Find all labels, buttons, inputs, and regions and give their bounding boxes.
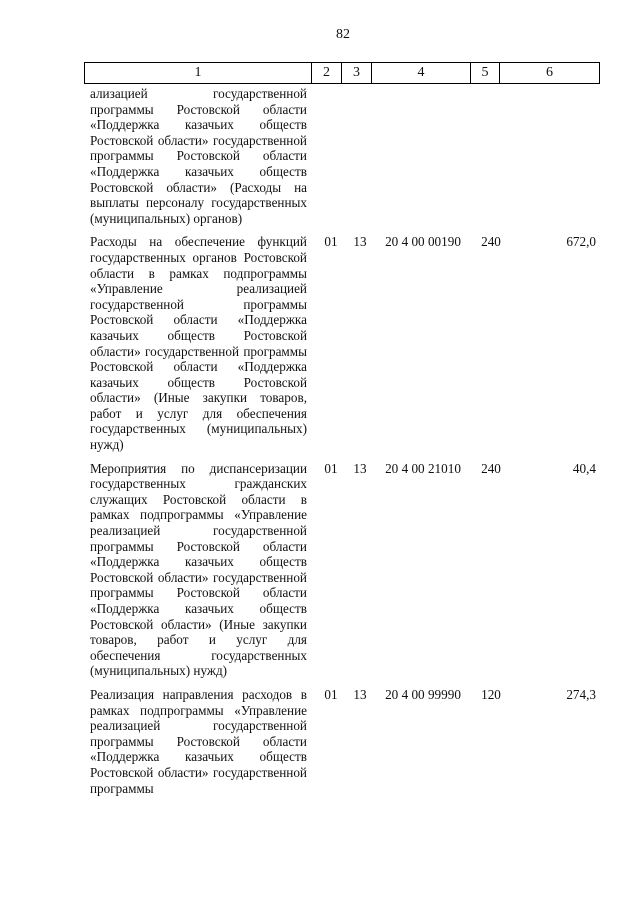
row-target-article: 20 4 00 21010 xyxy=(385,460,461,476)
row-subsection-code: 13 xyxy=(353,460,367,476)
column-header-5: 5 xyxy=(471,63,500,83)
row-amount: 40,4 xyxy=(572,460,596,476)
column-header-row xyxy=(84,62,600,84)
row-description: Мероприятия по диспансеризации государственных гражданских служащих Ростовской области в рамках подпрограммы «Управление реализацией государственной программы Ростовской области «Поддержка казачьих обществ Ростовской области» государственной программы Ростовской области «Поддержка казачьих обществ Ростовской области» (Иные закупки товаров, работ и услуг для обеспечения государственных (муниципальных) нужд) xyxy=(90,460,307,679)
row-description: Расходы на обеспечение функций государственных органов Ростовской области в рамках подпрограммы «Управление реализацией государственной программы Ростовской области «Поддержка казачьих обществ Ростовской области» государственной программы Ростовской области «Поддержка казачьих обществ Ростовской области» (Иные закупки товаров, работ и услуг для обеспечения государственных (муниципальных) нужд) xyxy=(90,234,307,453)
row-section-code: 01 xyxy=(324,686,338,702)
table-row xyxy=(90,86,600,226)
row-expense-type: 240 xyxy=(481,460,501,476)
row-subsection-code: 13 xyxy=(353,234,367,250)
column-header-1: 1 xyxy=(85,63,312,83)
row-target-article: 20 4 00 00190 xyxy=(385,234,461,250)
table-row xyxy=(90,234,600,452)
column-header-3: 3 xyxy=(342,63,372,83)
row-expense-type: 240 xyxy=(481,234,501,250)
row-description: Реализация направления расходов в рамках подпрограммы «Управление реализацией государственной программы Ростовской области «Поддержка казачьих обществ Ростовской области» государственной программы xyxy=(90,686,307,796)
row-amount: 672,0 xyxy=(566,234,596,250)
row-subsection-code: 13 xyxy=(353,686,367,702)
column-header-2: 2 xyxy=(312,63,342,83)
row-section-code: 01 xyxy=(324,460,338,476)
column-header-6: 6 xyxy=(546,65,553,80)
table-row xyxy=(90,461,600,679)
page-number: 82 xyxy=(336,27,350,42)
table-row xyxy=(90,687,600,796)
row-description: ализацией государственной программы Ростовской области «Поддержка казачьих обществ Ростовской области» государственной программы Ростовской области «Поддержка казачьих обществ Ростовской области» (Расходы на выплаты персоналу государственных (муниципальных) органов) xyxy=(90,86,307,226)
row-section-code: 01 xyxy=(324,234,338,250)
table-body xyxy=(90,86,600,804)
column-header-4: 4 xyxy=(372,63,471,83)
row-amount: 274,3 xyxy=(566,686,596,702)
row-target-article: 20 4 00 99990 xyxy=(385,686,461,702)
row-expense-type: 120 xyxy=(481,686,501,702)
